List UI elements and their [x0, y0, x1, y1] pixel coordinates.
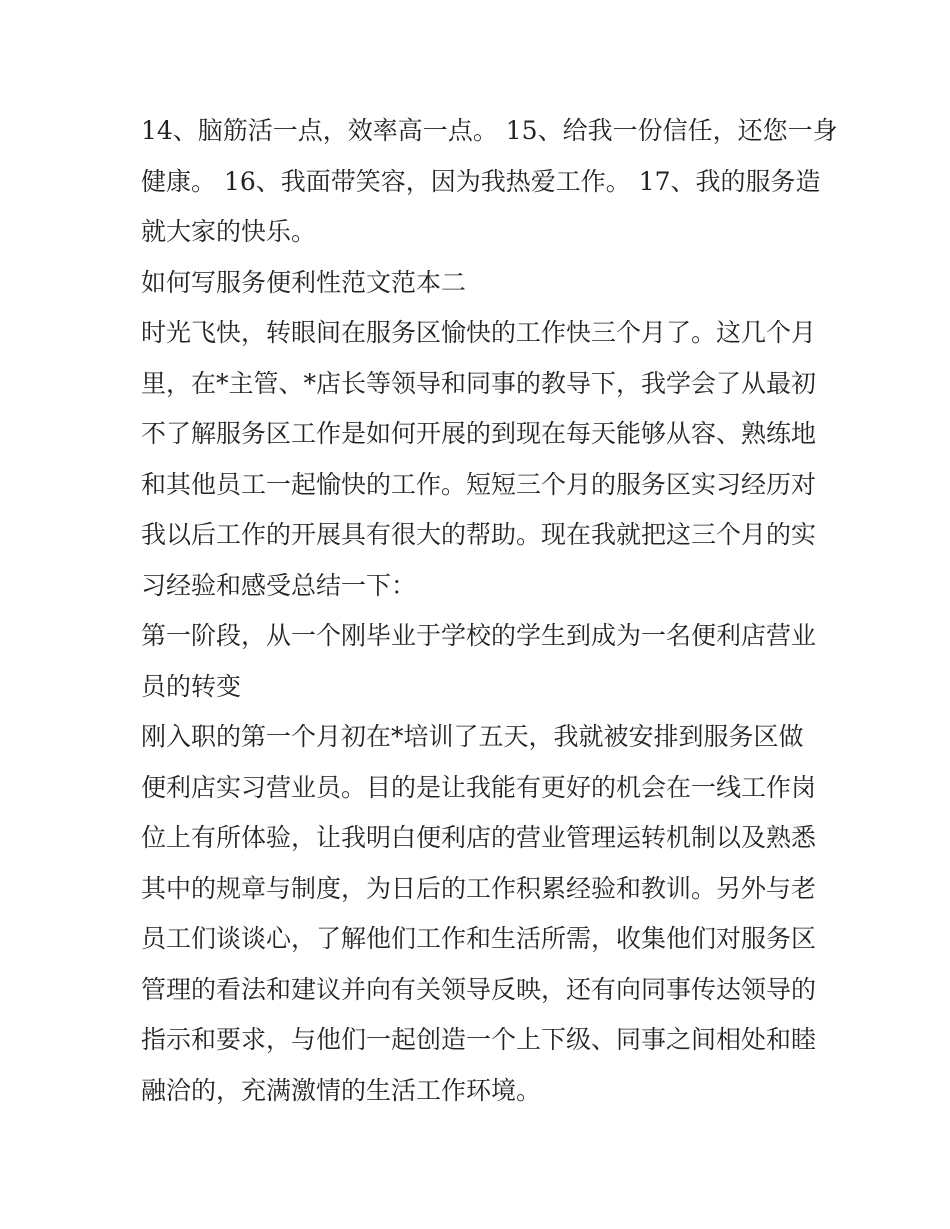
text-line: 健康。 16、我面带笑容，因为我热爱工作。 17、我的服务造: [141, 166, 821, 196]
subsection-heading: 第一阶段，从一个刚毕业于学校的学生到成为一名便利店营业: [141, 621, 817, 650]
document-body: [141, 106, 838, 1116]
text-line: 员工们谈谈心，了解他们工作和生活所需，收集他们对服务区: [141, 924, 817, 953]
text-line: 14、脑筋活一点，效率高一点。 15、给我一份信任，还您一身: [141, 116, 838, 145]
text-line: 我以后工作的开展具有很大的帮助。现在我就把这三个月的实: [141, 520, 817, 549]
text-line: 便利店实习营业员。目的是让我能有更好的机会在一线工作岗: [141, 772, 817, 802]
text-line: 时光飞快，转眼间在服务区愉快的工作快三个月了。这几个月: [141, 318, 817, 347]
section-heading: 如何写服务便利性范文范本二: [141, 267, 467, 297]
text-line: 融洽的，充满激情的生活工作环境。: [141, 1075, 542, 1105]
text-line: 不了解服务区工作是如何开展的到现在每天能够从容、熟练地: [141, 419, 817, 448]
text-line: 刚入职的第一个月初在*培训了五天，我就被安排到服务区做: [141, 722, 804, 751]
text-line: 指示和要求，与他们一起创造一个上下级、同事之间相处和睦: [141, 1025, 817, 1054]
text-line: 其中的规章与制度，为日后的工作积累经验和教训。另外与老: [141, 873, 817, 903]
text-line: 和其他员工一起愉快的工作。短短三个月的服务区实习经历对: [141, 469, 817, 499]
text-line: 习经验和感受总结一下：: [141, 570, 417, 600]
text-line: 就大家的快乐。: [141, 217, 317, 246]
text-line: 里，在*主管、*店长等领导和同事的教导下，我学会了从最初: [141, 368, 817, 398]
text-line: 管理的看法和建议并向有关领导反映，还有向同事传达领导的: [141, 974, 817, 1004]
text-line: 位上有所体验，让我明白便利店的营业管理运转机制以及熟悉: [141, 823, 817, 852]
subsection-heading: 员的转变: [141, 671, 242, 701]
